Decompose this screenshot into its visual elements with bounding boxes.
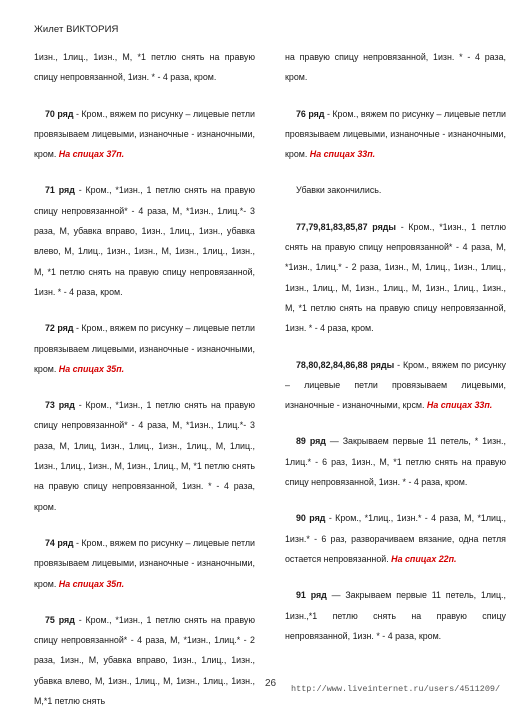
instruction-paragraph [34,610,255,711]
instruction-paragraph [285,104,506,165]
row-label: 72 ряд [45,323,74,334]
row-label: 78,80,82,84,86,88 ряды [296,359,395,370]
right-column [285,47,506,646]
row-label: 91 ряд [296,590,327,601]
instruction-text: Убавки закончились. [296,185,382,196]
instruction-text: — Закрываем первые 11 петель, * 1изн., 1лиц.* - 6 раз, 1изн., М, *1 петлю снять на правую спицу непровязанной, 1изн. * - 4 раза, кром. [285,436,506,488]
instruction-text: — Закрываем первые 11 петель, 1лиц., 1изн.,*1 петлю снять на правую спицу непровязанной, 1изн. * - 4 раза, кром. [285,590,506,641]
instruction-paragraph [34,318,255,379]
instruction-text: - Кром., вяжем по рисунку – лицевые петли провязываем лицевыми, изнаночные - изнаночными, крсм. [285,359,506,411]
instruction-paragraph [34,104,255,165]
stitch-count: На спицах 35п. [58,578,125,589]
stitch-count: На спицах 33п. [309,149,376,160]
instruction-paragraph [34,395,255,517]
instruction-text: - Кром., вяжем по рисунку – лицевые петли провязываем лицевыми, изнаночные - изнаночными, кром. [34,537,255,589]
row-label: 89 ряд [296,436,326,447]
instruction-paragraph [34,180,255,302]
row-label: 76 ряд [296,108,325,119]
instruction-paragraph [285,180,506,200]
instruction-paragraph [285,508,506,569]
row-label: 73 ряд [45,400,75,411]
instruction-text: - Кром., *1лиц., 1изн.* - 4 раза, М, *1лиц., 1изн.* - 6 раз, разворачиваем вязание, одна петля остается непровязанной. [285,513,506,564]
instruction-paragraph [285,217,506,339]
instruction-paragraph [285,47,506,88]
instruction-text: 1изн., 1лиц., 1изн., М, *1 петлю снять на правую спицу непровязанной, 1изн. * - 4 раза, кром. [34,52,255,83]
row-label: 70 ряд [45,108,74,119]
stitch-count: На спицах 35п. [58,363,125,374]
row-label: 90 ряд [296,513,326,524]
instruction-paragraph [285,355,506,416]
instruction-text: на правую спицу непровязанной, 1изн. * - 4 раза, кром. [285,52,506,83]
instruction-paragraph [34,533,255,594]
instruction-paragraph [285,431,506,492]
footer-url[interactable]: http://www.liveinternet.ru/users/4511209/ [291,684,501,694]
row-label: 75 ряд [45,614,75,625]
stitch-count: На спицах 37п. [58,149,125,160]
instruction-text: - Кром., вяжем по рисунку – лицевые петли провязываем лицевыми, изнаночные - изнаночными, кром. [285,108,506,160]
instruction-text: - Кром., *1изн., 1 петлю снять на правую спицу непровязанной* - 4 раза, М, *1изн., 1лиц.*- 3 раза, М, убавка вправо, 1изн., 1лиц., 1изн., убавка влево, М, 1лиц., 1изн., 1изн., М, 1изн., 1лиц., 1изн., М, *1 петлю снять на правую спицу непровязанной, 1изн. * - 4 раза, кром. [34,185,255,297]
instruction-text: - Кром., вяжем по рисунку – лицевые петли провязываем лицевыми, изнаночные - изнаночными, кром. [34,323,255,374]
row-label: 74 ряд [45,537,74,548]
page-number: 26 [265,678,277,689]
instruction-paragraph [34,47,255,88]
stitch-count: На спицах 33п. [426,400,493,411]
instruction-text: - Кром., вяжем по рисунку – лицевые петли провязываем лицевыми, изнаночные - изнаночными, кром. [34,108,255,160]
instruction-paragraph [285,585,506,646]
instruction-text: - Кром., *1изн., 1 петлю снять на правую спицу непровязанной* - 4 раза, М, *1изн., 1лиц.* - 2 раза, 1изн., М, убавка вправо, 1изн., 1лиц., 1изн., убавка влево, М, 1изн., 1лиц., М, 1изн., 1лиц., 1изн., М,*1 петлю снять [34,614,255,707]
row-label: 77,79,81,83,85,87 ряды [296,221,396,232]
stitch-count: На спицах 22п. [391,553,457,564]
page-title: Жилет ВИКТОРИЯ [34,24,119,35]
instruction-text: - Кром., *1изн., 1 петлю снять на правую спицу непровязанной* - 4 раза, М, *1изн., 1лиц.* - 2 раза, 1изн., М, 1лиц., 1изн., 1лиц., 1изн., 1лиц., М, 1изн., 1лиц., М, 1изн., 1лиц., 1изн., М, *1 петлю снять на правую спицу непровязанной, 1изн. * - 4 раза, кром. [285,221,506,334]
left-column [34,47,255,711]
row-label: 71 ряд [45,185,75,196]
instruction-text: - Кром., *1изн., 1 петлю снять на правую спицу непровязанной* - 4 раза, М, *1изн., 1лиц.*- 3 раза, М, 1лиц, 1изн., 1лиц., 1изн., 1лиц., М, 1лиц., 1изн., 1лиц., 1изн., М, 1изн., 1лиц., М, *1 петлю снять на правую спицу непровязанной, 1изн. * - 4 раза, кром. [34,400,255,512]
